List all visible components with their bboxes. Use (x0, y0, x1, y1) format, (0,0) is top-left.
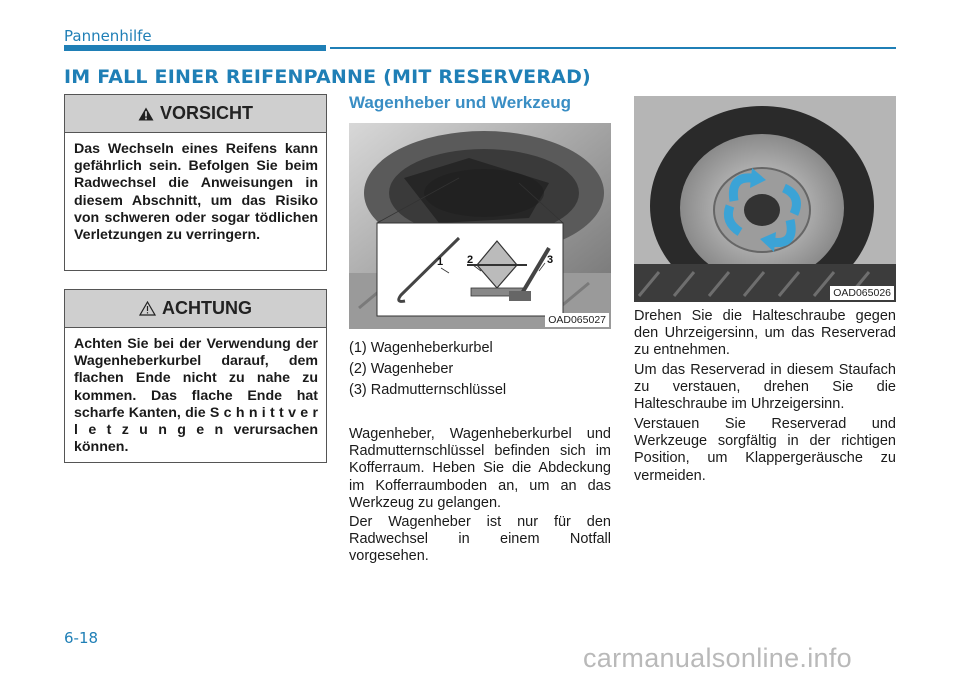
spare-tire-illustration (634, 96, 896, 302)
section-label: Pannenhilfe (64, 27, 152, 45)
warning-outline-icon (139, 301, 156, 316)
header-rule-thin (330, 47, 896, 49)
watermark: carmanualsonline.info (583, 643, 852, 673)
vorsicht-header (65, 95, 326, 133)
header-rule-thick (64, 45, 326, 51)
page-number: 6-18 (64, 629, 99, 647)
paragraph: Drehen Sie die Halteschraube gegen den Uhrzeigersinn, um das Reserverad zu entnehmen. (634, 308, 896, 359)
paragraph: Um das Reserverad in diesem Staufach zu verstauen, drehen Sie die Halteschraube im Uhrzeigersinn. (634, 362, 896, 413)
warning-filled-icon (138, 107, 154, 121)
achtung-box (64, 289, 327, 463)
callout-3: 3 (547, 254, 554, 266)
vorsicht-box (64, 94, 327, 271)
achtung-header (65, 290, 326, 328)
paragraph: Der Wagenheber ist nur für den Radwechsel in einem Notfall vorgesehen. (349, 514, 611, 565)
list-item: (1) Wagenheberkurbel (349, 340, 493, 356)
vorsicht-label: VORSICHT (159, 103, 253, 123)
paragraph: Verstauen Sie Reserverad und Werkzeuge sorgfältig in der richtigen Position, um Klappergeräusche zu vermeiden. (634, 416, 896, 484)
subsection-heading: Wagenheber und Werkzeug (349, 93, 571, 112)
callout-1: 1 (437, 256, 444, 268)
list-item: (2) Wagenheber (349, 361, 454, 377)
vorsicht-text: Das Wechseln eines Reifens kann gefährlich sein. Befolgen Sie beim Radwechsel die Anweisungen in diesem Abschnitt, um das Risiko von schweren oder sogar tödlichen Verletzungen zu verringern. (74, 141, 318, 244)
achtung-label: ACHTUNG (162, 298, 252, 318)
image-code: OAD065026 (830, 286, 894, 300)
page-title: IM FALL EINER REIFENPANNE (MIT RESERVERAD) (64, 66, 591, 88)
paragraph: Wagenheber, Wagenheberkurbel und Radmutternschlüssel befinden sich im Kofferraum. Heben Sie die Abdeckung im Kofferraumboden an, um an das Werkzeug zu gelangen. (349, 426, 611, 511)
callout-2: 2 (467, 254, 474, 266)
list-item: (3) Radmutternschlüssel (349, 382, 507, 398)
image-code: OAD065027 (545, 313, 609, 327)
jack-tools-illustration (349, 123, 611, 329)
achtung-text: Achten Sie bei der Verwendung der Wagenheberkurbel darauf, dem flachen Ende nicht zu nahe zu kommen. Das flache Ende hat scharfe Kanten, die S c h n i t t v e r l e t z u n g e n verursachen können. (74, 336, 318, 456)
